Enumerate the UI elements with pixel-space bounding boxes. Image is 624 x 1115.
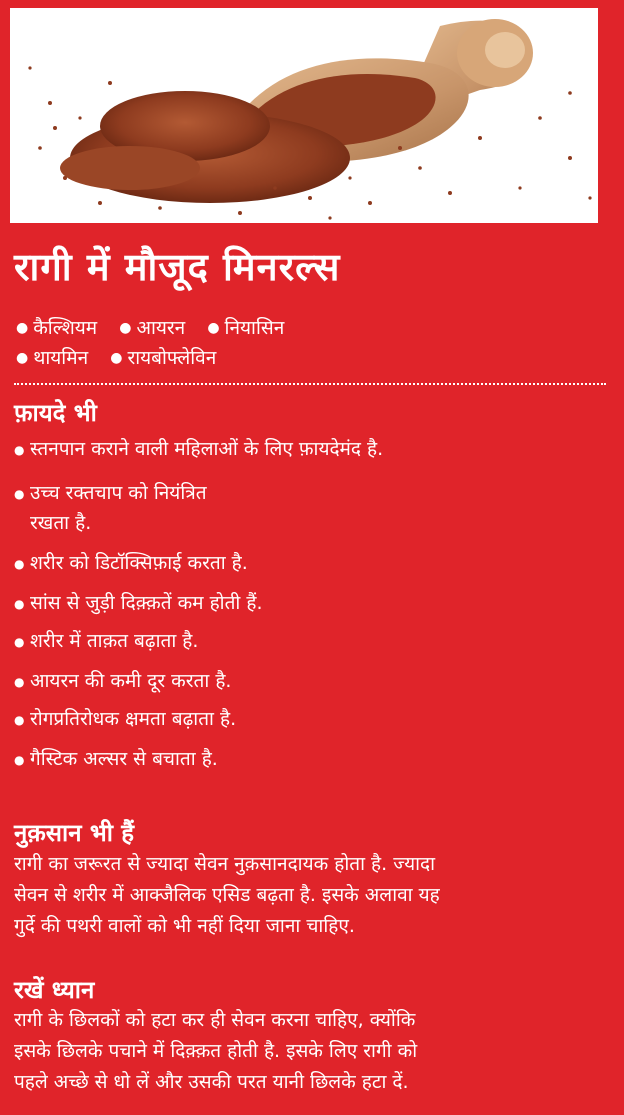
care-line: पहले अच्छे से धो लें और उसकी परत यानी छिलके हटा दें.: [14, 1071, 409, 1093]
mineral-item: रायबोफ्लेविन: [127, 347, 217, 369]
benefits-heading: फ़ायदे भी: [14, 399, 97, 427]
benefit-item: ● रोगप्रतिरोधक क्षमता बढ़ाता है.: [14, 704, 236, 734]
care-paragraph: [14, 1005, 614, 1098]
harm-paragraph: [14, 849, 614, 942]
bullet-icon: ●: [16, 320, 29, 336]
care-heading: रखें ध्यान: [14, 976, 95, 1004]
mineral-item: आयरन: [136, 317, 186, 339]
bullet-icon: ●: [207, 320, 220, 336]
mineral-item: नियासिन: [224, 317, 285, 339]
benefit-item: ● सांस से जुड़ी दिक़्क़तें कम होती हैं.: [14, 588, 263, 618]
harm-line: रागी का जरूरत से ज्यादा सेवन नुक़सानदायक होता है. ज्यादा: [14, 853, 436, 875]
benefit-item: ● शरीर में ताक़त बढ़ाता है.: [14, 626, 198, 656]
mineral-item: कैल्शियम: [33, 317, 98, 339]
benefit-item: ● गैस्टिक अल्सर से बचाता है.: [14, 744, 218, 774]
page-title: रागी में मौजूद मिनरल्स: [14, 245, 341, 289]
benefit-item-continuation: रखता है.: [30, 512, 92, 534]
benefit-item: ● स्तनपान कराने वाली महिलाओं के लिए फ़ायदेमंद है.: [14, 434, 383, 464]
minerals-list: [16, 313, 284, 373]
ragi-scoop-image: [10, 8, 598, 223]
minerals-row: [16, 343, 284, 373]
care-line: रागी के छिलकों को हटा कर ही सेवन करना चाहिए, क्योंकि: [14, 1009, 416, 1031]
bullet-icon: ●: [119, 320, 132, 336]
dotted-divider: [14, 383, 606, 385]
bullet-icon: ●: [16, 350, 29, 366]
benefit-item: ● उच्च रक्तचाप को नियंत्रित: [14, 478, 207, 508]
bullet-icon: ●: [110, 350, 123, 366]
harm-heading: नुक़सान भी हैं: [14, 819, 135, 847]
minerals-row: [16, 313, 284, 343]
mineral-item: थायमिन: [33, 347, 89, 369]
harm-line: सेवन से शरीर में आक्जैलिक एसिड बढ़ता है. इसके अलावा यह: [14, 884, 440, 906]
benefit-item: ● शरीर को डिटॉक्सिफ़ाई करता है.: [14, 548, 248, 578]
care-line: इसके छिलके पचाने में दिक़्क़त होती है. इसके लिए रागी को: [14, 1040, 418, 1062]
benefit-item: ● आयरन की कमी दूर करता है.: [14, 666, 231, 696]
harm-line: गुर्दे की पथरी वालों को भी नहीं दिया जाना चाहिए.: [14, 915, 355, 937]
